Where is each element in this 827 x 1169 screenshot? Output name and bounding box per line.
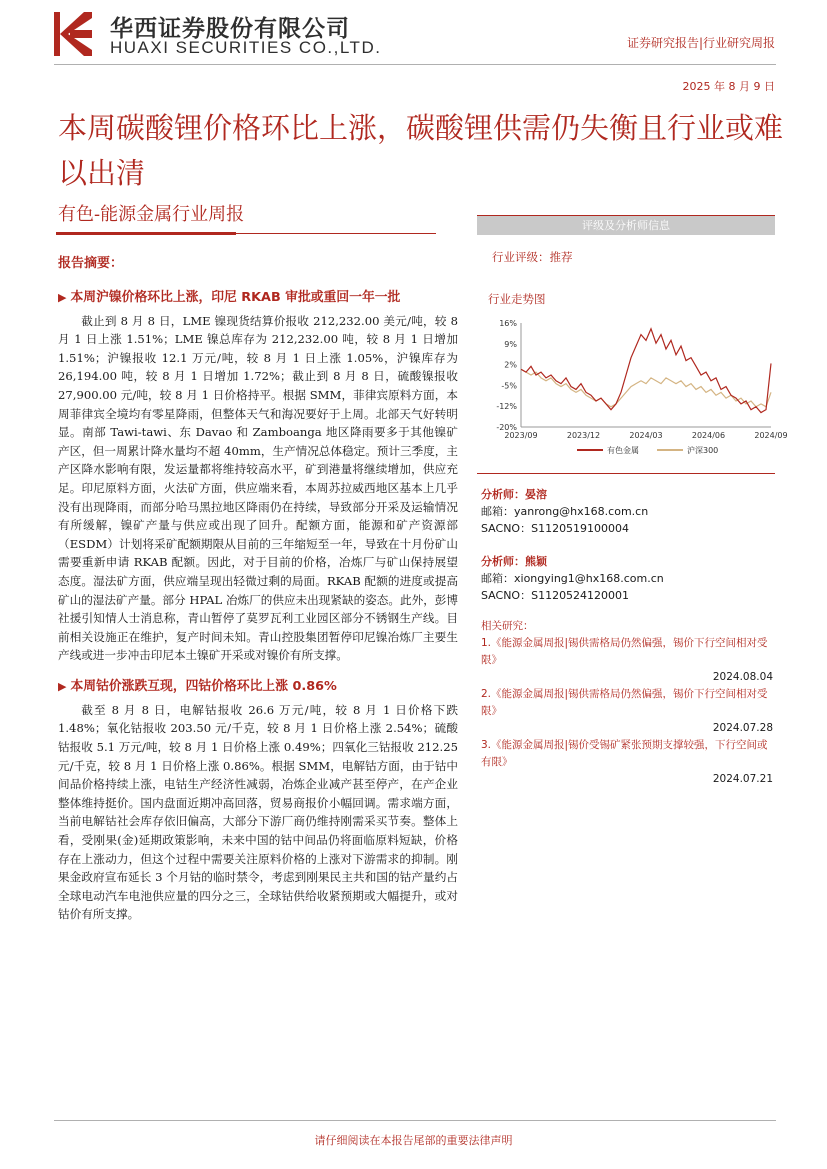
industry-rating: 行业评级：推荐: [492, 250, 573, 264]
report-date: 2025 年 8 月 9 日: [682, 80, 775, 93]
report-subtitle: 有色-能源金属行业周报: [58, 204, 245, 225]
x-tick-label: 2024/09: [754, 431, 788, 440]
sidebar-box-title: 评级及分析师信息: [477, 216, 775, 235]
analyst-sac: SACNO：S1120524120001: [481, 589, 630, 602]
section-heading-text: 本周钴价涨跌互现，四钴价格环比上涨 0.86%: [70, 678, 337, 694]
subtitle-underline-thin: [236, 233, 436, 234]
analyst-email[interactable]: 邮箱：yanrong@hx168.com.cn: [481, 505, 649, 518]
analyst-block: [481, 486, 775, 537]
y-tick-label: -20%: [496, 423, 517, 432]
y-tick-label: 16%: [499, 319, 517, 328]
related-item[interactable]: 2.《能源金属周报|锡供需格局仍然偏强，锡价下行空间相对受限》: [481, 688, 768, 717]
triangle-bullet-icon: ▶: [58, 290, 67, 304]
abstract-label: 报告摘要：: [58, 256, 124, 271]
y-tick-label: 9%: [504, 339, 517, 349]
related-item[interactable]: 1.《能源金属周报|锡供需格局仍然偏强，锡价下行空间相对受限》: [481, 637, 768, 666]
footer-divider: [54, 1120, 776, 1121]
legal-notice[interactable]: 请仔细阅读在本报告尾部的重要法律声明: [314, 1134, 513, 1147]
section-body: 截止到 8 月 8 日，LME 镍现货结算价报收 212,232.00 美元/吨，较 8 月 1 日上涨 1.51%；LME 镍总库存为 212,232.00 吨，较 8 月 1 日增加 1.51%；沪镍报收 12.1 万元/吨，较 8 月 1 日上涨 1.05%，沪镍库存为 26,194.00 吨，较 8 月 1 日增加 1.72%；截止到 8 月 8 日，硫酸镍报收 27,900.00 元/吨，较 8 月 1 日价格持平。根据 SMM，菲律宾原料方面，本周菲律宾全境均有零星降雨，但整体天气和海况要好于上周。北部天气好转明显。南部 Tawi-tawi、东 Davao 和 Zamboanga 地区降雨要多于其他镍矿产区，但一周累计降水量均不超 40mm，生产情况总体稳定。预计三季度，主产区降水影响有限，发运量都将维持较高水平，矿到港量将继续增加，供应充足。印尼原料方面，火法矿方面，供应端来看，本周苏拉威西地区基本上几乎没有出现降雨，而部分哈马黑拉地区降雨仍在持续，导致部分开采及运输情况有所缓解，镍矿产量与供应或出现了回升。配额方面，能源和矿产资源部（ESDM）计划将采矿配额期限从目前的三年缩短至一年，导致在十月份矿山需要重新申请 RKAB 配额。因此，对于目前的价格，冶炼厂与矿山保持展望态度。湿法矿方面，供应端呈现出轻微过剩的局面。RKAB 配额的进度或提高矿山的湿法矿产量。部分 HPAL 冶炼厂的供应未出现紧缺的姿态。此外，彭博社援引知情人士消息称，青山暂停了莫罗瓦利工业园区部分不锈钢生产线。目前相关设施正在维护，复产时间未知。青山控股集团暂停印尼镍冶炼厂主要生产线或进一步冲击印尼本土镍矿开采或对镍价有所支撑。: [58, 313, 458, 663]
analyst-name: 分析师：熊颖: [481, 555, 547, 568]
company-name-en: HUAXI SECURITIES CO.,LTD.: [110, 38, 382, 57]
section-body: 截至 8 月 8 日，电解钴报收 26.6 万元/吨，较 8 月 1 日价格下跌 1.48%；氧化钴报收 203.50 元/千克，较 8 月 1 日价格上涨 2.54%；硫酸钴报收 5.1 万元/吨，较 8 月 1 日价格上涨 0.49%；四氧化三钴报收 212.25 元/千克，较 8 月 1 日价格上涨 0.86%。根据 SMM，电解钴方面，由于钴中间品价格持续上涨，电钴生产经济性减弱，冶炼企业减产甚至停产，在产企业整体维持挺价。国内盘面近期冲高回落，贸易商报价小幅回调。需求端方面，当前电解钴社会库存依旧偏高，大部分下游厂商仍维持刚需采买节奏。整体上看，受刚果(金)延期政策影响，未来中国的钴中间品仍将面临原料短缺，价格存在上涨动力，但这个过程中需要关注原料价格的上涨对下游需求的抑制。刚果金政府宣布延长 3 个月钴的临时禁令，考虑到刚果民主共和国的钴产量约占全球电动汽车电池供应量的四分之三，全球钴供给收紧预期或大幅提升，或对钴价有所支撑。: [58, 702, 458, 922]
related-date: 2024.07.28: [712, 722, 773, 734]
legend-label: 有色金属: [607, 446, 639, 455]
sidebar-divider: [477, 473, 775, 474]
related-date: 2024.08.04: [712, 671, 773, 683]
x-tick-label: 2023/09: [504, 431, 538, 440]
triangle-bullet-icon: ▶: [58, 679, 67, 693]
analyst-block: [481, 553, 775, 604]
analyst-sac: SACNO：S1120519100004: [481, 522, 630, 535]
trend-chart-label: 行业走势图: [488, 292, 546, 306]
company-name-cn: 华西证券股份有限公司: [110, 16, 350, 42]
analyst-name: 分析师：晏溶: [481, 488, 547, 501]
analyst-email[interactable]: 邮箱：xiongying1@hx168.com.cn: [481, 572, 664, 585]
y-tick-label: -12%: [496, 402, 517, 412]
industry-trend-chart: [487, 315, 788, 465]
analyst-sidebar: [477, 215, 788, 788]
x-tick-label: 2023/12: [566, 431, 601, 440]
related-date: 2024.07.21: [712, 773, 773, 785]
header-divider: [54, 64, 776, 65]
related-label: 相关研究：: [481, 620, 534, 632]
section-heading: [58, 677, 458, 697]
report-title: 本周碳酸锂价格环比上涨，碳酸锂供需仍失衡且行业或难以出清: [58, 111, 784, 190]
section-heading-text: 本周沪镍价格环比上涨，印尼 RKAB 审批或重回一年一批: [70, 289, 401, 305]
report-type: 证券研究报告|行业研究周报: [626, 36, 775, 50]
related-research: [481, 618, 775, 788]
related-item[interactable]: 3.《能源金属周报|锡价受锡矿紧张预期支撑较强，下行空间或有限》: [481, 739, 768, 768]
series-line: [521, 369, 771, 407]
huaxi-logo-icon: [54, 12, 92, 56]
series-line: [521, 329, 771, 413]
y-tick-label: -5%: [501, 381, 517, 391]
x-tick-label: 2024/06: [691, 431, 726, 440]
y-tick-label: 2%: [504, 360, 517, 370]
x-tick-label: 2024/03: [629, 431, 663, 440]
section-heading: [58, 288, 458, 308]
subtitle-underline: [56, 232, 236, 235]
legend-label: 沪深300: [687, 446, 719, 455]
report-summary: [58, 255, 458, 934]
